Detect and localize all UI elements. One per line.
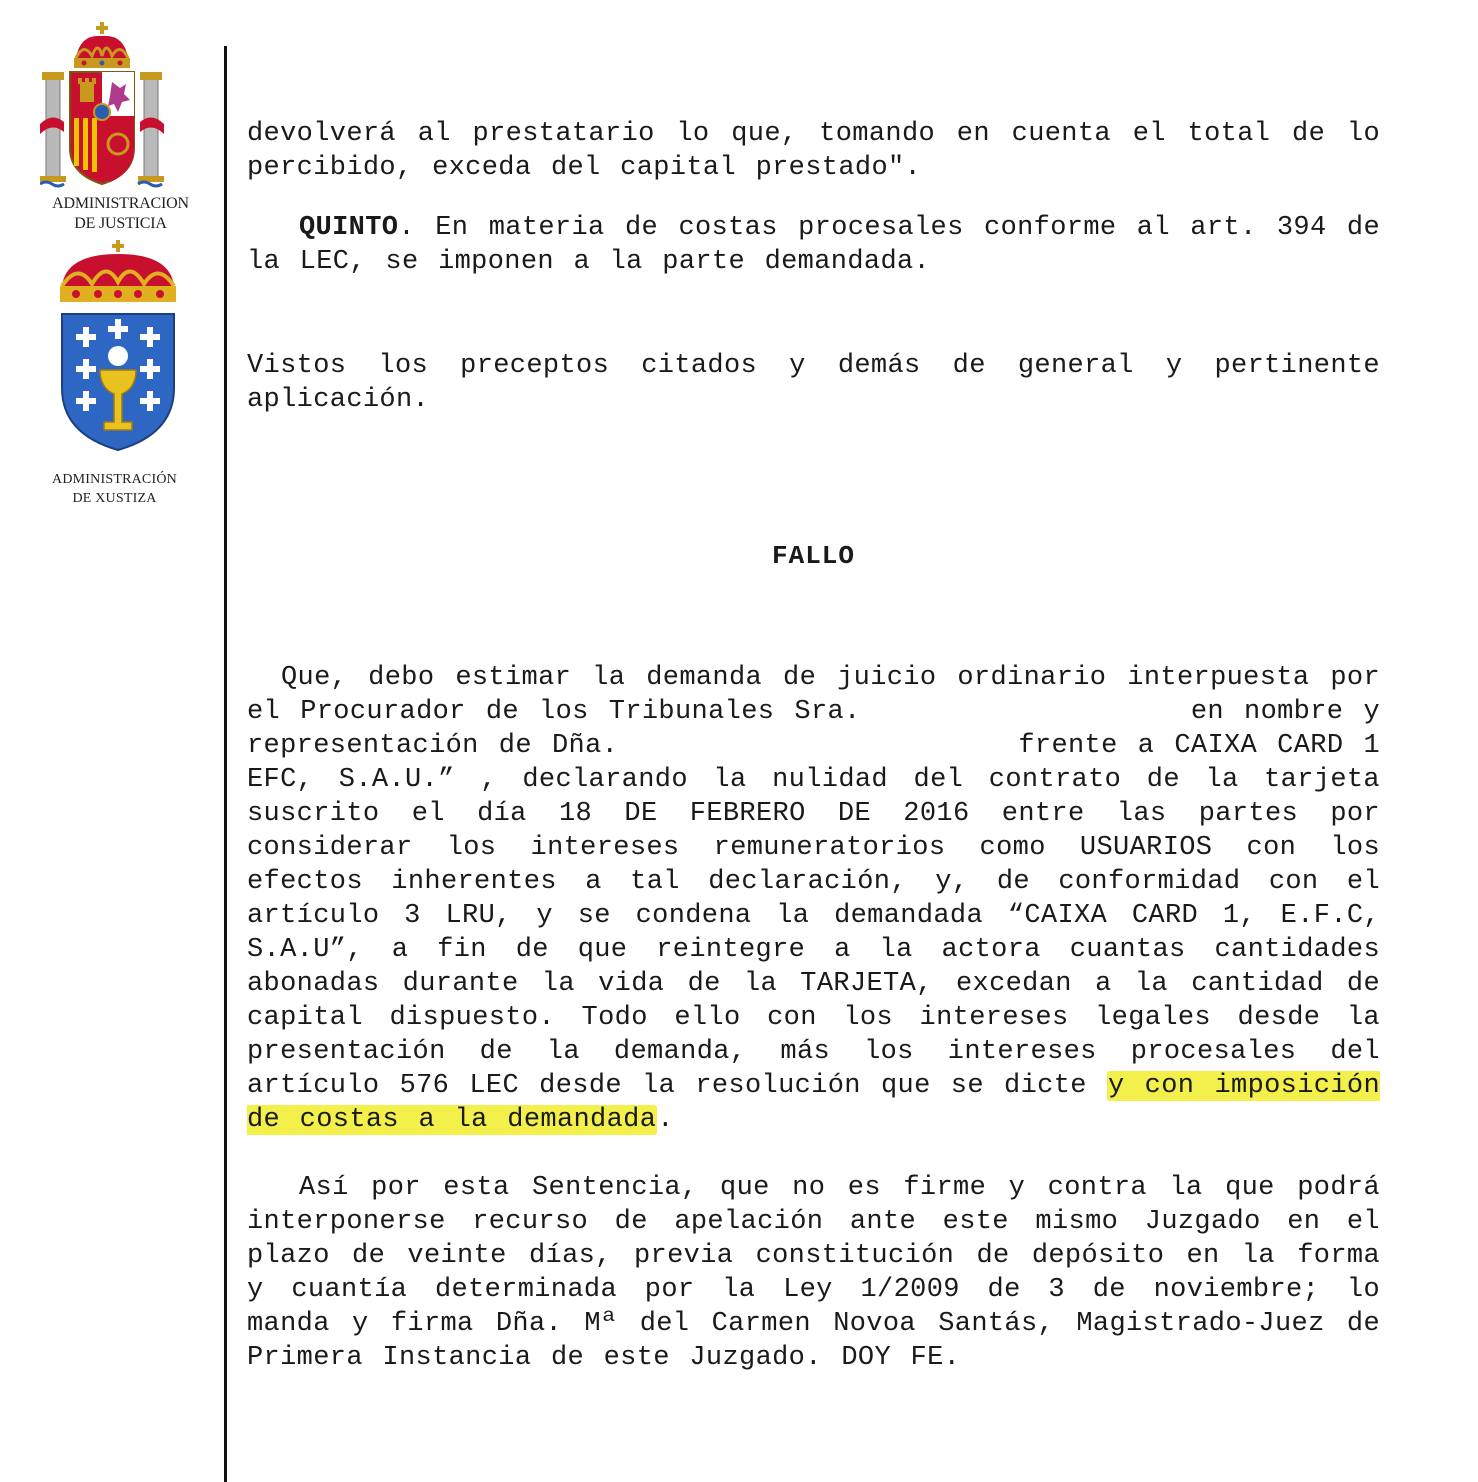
- document-body: [247, 117, 1380, 1375]
- spain-coat-of-arms-icon: [40, 16, 204, 192]
- fallo-end: .: [657, 1105, 674, 1135]
- redacted-procurador: [881, 695, 1171, 729]
- paragraph-closing: Así por esta Sentencia, que no es firme y contra la que podrá interponerse recurso de apelación ante este mismo Juzgado en el plazo de veinte días, previa constitución de depósito en la forma y cuantía determinada por la Ley 1/2009 de 3 de noviembre; lo manda y firma Dña. Mª del Carmen Novoa Santás, Magistrado-Juez de Primera Instancia de este Juzgado. DOY FE.: [247, 1173, 1380, 1373]
- admin-justicia-line-1: ADMINISTRACION: [52, 195, 189, 212]
- sidebar: [0, 0, 225, 1482]
- paragraph-quinto: [247, 211, 1380, 279]
- galicia-coat-of-arms-icon: [56, 238, 180, 452]
- admin-justicia-label: [8, 194, 233, 234]
- highlighted-costas: y con imposición de costas a la demandada: [247, 1071, 1380, 1135]
- fallo-text-c: frente a CAIXA CARD 1 EFC, S.A.U.” , declarando la nulidad del contrato de la tarjeta suscrito el día 18 DE FEBRERO DE 2016 entre las partes por considerar los intereses remuneratorios como USUARIOS con los efectos inherentes a tal declaración, y, de conformidad con el artículo 3 LRU, y se condena la demandada “CAIXA CARD 1, E.F.C, S.A.U”, a fin de que reintegre a la actora cuantas cantidades abonadas durante la vida de la TARJETA, excedan a la cantidad de capital dispuesto. Todo ello con los intereses legales desde la presentación de la demanda, más los intereses procesales del artículo 576 LEC desde la resolución que se dicte: [247, 731, 1380, 1101]
- admin-justicia-line-2: DE JUSTICIA: [74, 215, 167, 232]
- fallo-text-b: en nombre y representación de Dña.: [247, 697, 1380, 761]
- paragraph-fallo: [247, 661, 1380, 1137]
- admin-xustiza-line-1: ADMINISTRACIÓN: [52, 472, 177, 487]
- fallo-heading: FALLO: [771, 541, 855, 571]
- admin-xustiza-line-2: DE XUSTIZA: [72, 491, 157, 506]
- quinto-text: . En materia de costas procesales conforme al art. 394 de la LEC, se imponen a la parte demandada.: [247, 213, 1380, 277]
- admin-xustiza-label: [2, 470, 227, 508]
- paragraph-prestatario: devolverá al prestatario lo que, tomando en cuenta el total de lo percibido, exceda del capital prestado".: [247, 119, 1380, 183]
- quinto-label: QUINTO: [299, 213, 399, 243]
- fallo-text-a: Que, debo estimar la demanda de juicio ordinario interpuesta por el Procurador de los Tribunales Sra.: [247, 663, 1380, 727]
- paragraph-vistos: Vistos los preceptos citados y demás de general y pertinente aplicación.: [247, 351, 1380, 415]
- margin-rule: [224, 46, 227, 1482]
- redacted-demandante: [638, 729, 998, 763]
